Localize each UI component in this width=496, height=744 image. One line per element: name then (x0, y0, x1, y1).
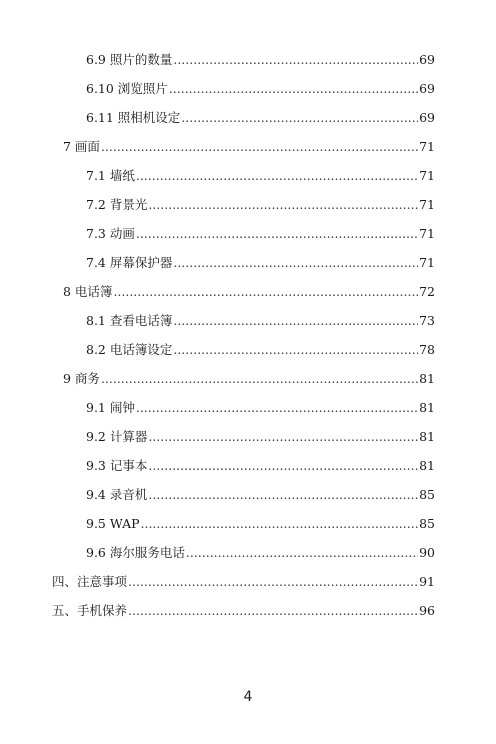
toc-entry (86, 487, 435, 503)
toc-entry-page: 71 (419, 197, 435, 212)
toc-dot-leader (136, 168, 418, 184)
toc-entry-label: 9.6 海尔服务电话 (86, 545, 185, 560)
toc-entry-page: 69 (419, 81, 435, 96)
toc-entry (86, 313, 435, 329)
toc-entry (86, 226, 435, 242)
toc-entry-page: 85 (419, 516, 435, 531)
toc-entry-page: 81 (419, 458, 435, 473)
toc-entry-label: 7 画面 (63, 139, 100, 154)
toc-entry-label: 6.10 浏览照片 (86, 81, 168, 96)
toc-dot-leader (136, 400, 418, 416)
toc-dot-leader (141, 516, 419, 532)
toc-entry-page: 81 (419, 400, 435, 415)
toc-entry (86, 545, 435, 561)
toc-entry (86, 429, 435, 445)
toc-dot-leader (173, 52, 418, 68)
toc-entry-label: 8 电话簿 (63, 284, 113, 299)
toc-entry (63, 371, 435, 387)
toc-entry-label: 7.3 动画 (86, 226, 135, 241)
toc-dot-leader (181, 110, 418, 126)
toc-entry-label: 7.2 背景光 (86, 197, 148, 212)
toc-dot-leader (148, 197, 418, 213)
toc-entry-page: 69 (419, 52, 435, 67)
toc-entry-label: 9.2 计算器 (86, 429, 148, 444)
toc-entry-page: 81 (419, 429, 435, 444)
toc-entry-label: 6.9 照片的数量 (86, 52, 173, 67)
toc-entry (86, 400, 435, 416)
toc-entry-label: 9.5 WAP (86, 516, 140, 531)
toc-entry-label: 9.1 闹钟 (86, 400, 135, 415)
toc-entry-label: 四、注意事项 (52, 574, 128, 589)
toc-entry-label: 7.4 屏幕保护器 (86, 255, 173, 270)
toc-entry (86, 168, 435, 184)
toc-entry (63, 284, 435, 300)
toc-dot-leader (169, 81, 418, 97)
toc-entry (86, 110, 435, 126)
toc-dot-leader (173, 255, 418, 271)
toc-entry-page: 71 (419, 255, 435, 270)
toc-entry-label: 6.11 照相机设定 (86, 110, 181, 125)
toc-entry-page: 69 (419, 110, 435, 125)
toc-entry-page: 71 (419, 139, 435, 154)
toc-entry-page: 81 (419, 371, 435, 386)
toc-entry (86, 197, 435, 213)
toc-entry-label: 8.1 查看电话簿 (86, 313, 173, 328)
toc-entry (86, 516, 435, 532)
toc-dot-leader (148, 429, 418, 445)
page-number: 4 (243, 689, 253, 705)
toc-entry-page: 85 (419, 487, 435, 502)
toc-entry (52, 603, 435, 619)
toc-entry-label: 7.1 墙纸 (86, 168, 135, 183)
toc-dot-leader (128, 574, 418, 590)
toc-entry (86, 458, 435, 474)
toc-entry-page: 90 (419, 545, 435, 560)
toc-entry (63, 139, 435, 155)
toc-dot-leader (136, 226, 418, 242)
toc-entry (86, 81, 435, 97)
toc-entry-label: 9.4 录音机 (86, 487, 148, 502)
toc-dot-leader (101, 371, 418, 387)
toc-dot-leader (148, 458, 418, 474)
toc-entry (86, 255, 435, 271)
toc-entry-label: 8.2 电话簿设定 (86, 342, 173, 357)
toc-entry-label: 9 商务 (63, 371, 100, 386)
toc-entry (86, 342, 435, 358)
toc-entry-page: 96 (419, 603, 435, 618)
toc-entry-page: 73 (419, 313, 435, 328)
toc-dot-leader (148, 487, 418, 503)
toc-entry-page: 71 (419, 226, 435, 241)
toc-entry-page: 72 (419, 284, 435, 299)
toc-dot-leader (128, 603, 418, 619)
toc-entry-page: 71 (419, 168, 435, 183)
toc-entry-label: 9.3 记事本 (86, 458, 148, 473)
toc-entry-page: 91 (419, 574, 435, 589)
toc-dot-leader (186, 545, 418, 561)
toc-entry-label: 五、手机保养 (52, 603, 128, 618)
toc-entry (52, 574, 435, 590)
toc-dot-leader (173, 313, 418, 329)
toc-dot-leader (101, 139, 418, 155)
toc-dot-leader (113, 284, 418, 300)
toc-dot-leader (173, 342, 418, 358)
toc-entry (86, 52, 435, 68)
toc-entry-page: 78 (419, 342, 435, 357)
